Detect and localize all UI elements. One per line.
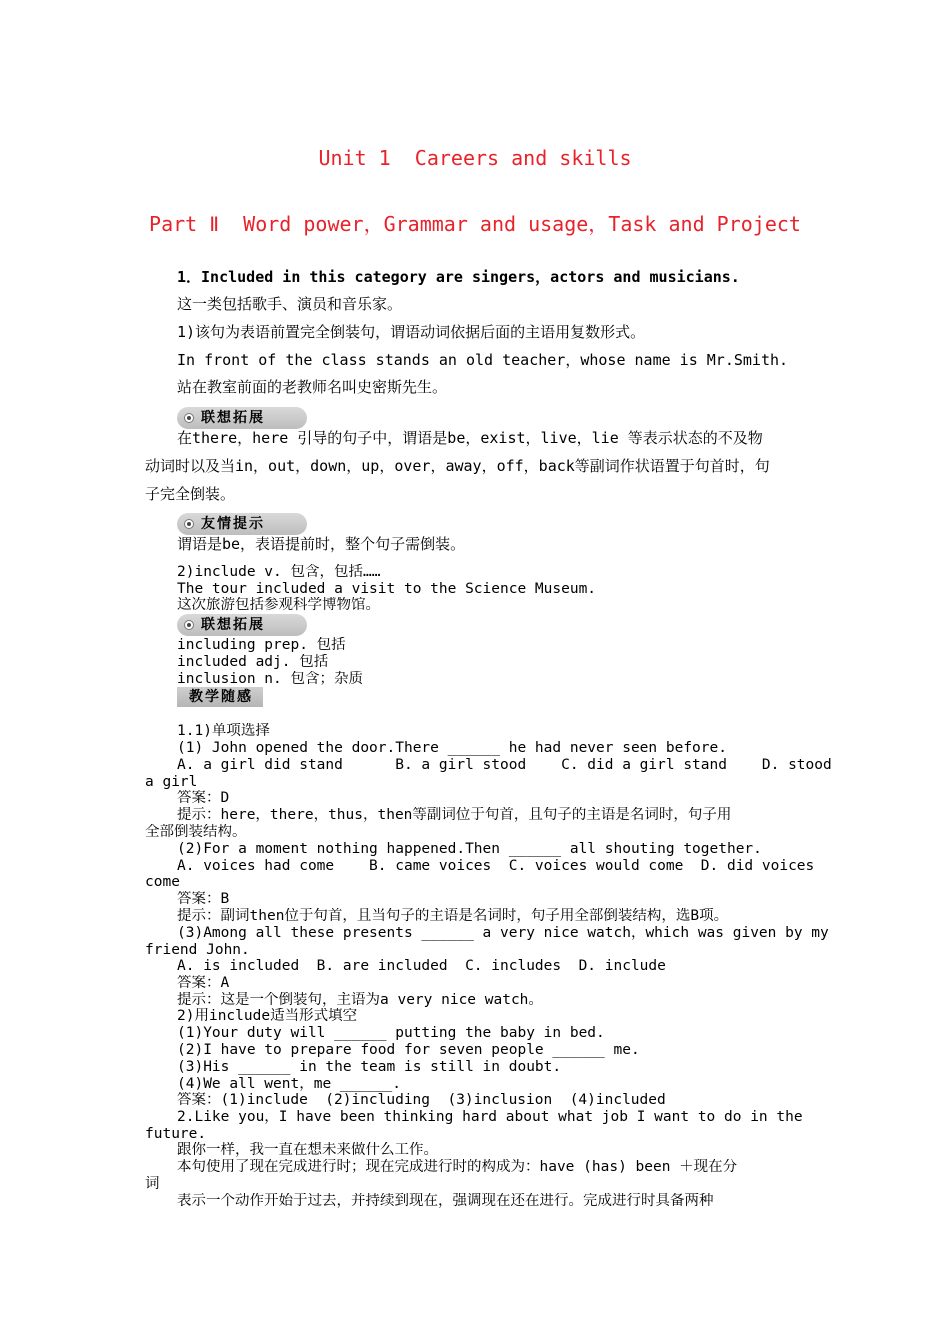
question-1: (1) John opened the door.There ______ he had never seen before. bbox=[177, 740, 727, 756]
sentence-2-wrap: future. bbox=[145, 1126, 207, 1142]
sentence-2-note-wrap: 词 bbox=[145, 1176, 160, 1192]
question-3-wrap: friend John. bbox=[145, 942, 250, 958]
question-2-answer: 答案：B bbox=[177, 891, 230, 907]
association-1-line-2: 动词时以及当in，out，down，up，over，away，off，back等副词作状语置于句首时，句 bbox=[145, 458, 770, 475]
bullet-icon bbox=[184, 620, 194, 630]
sentence-2-translation: 跟你一样，我一直在想未来做什么工作。 bbox=[177, 1142, 438, 1158]
badge-association-1 bbox=[177, 407, 307, 429]
translation-1: 这一类包括歌手、演员和音乐家。 bbox=[177, 296, 403, 313]
question-2-options: A. voices had come B. came voices C. voices would come D. did voices bbox=[177, 858, 815, 874]
question-2: (2)For a moment nothing happened.Then ______ all shouting together. bbox=[177, 841, 762, 857]
fill-3: (3)His ______ in the team is still in doubt. bbox=[177, 1059, 562, 1075]
question-1-hint: 提示：here，there，thus，then等副词位于句首，且句子的主语是名词时，句子用 bbox=[177, 807, 732, 823]
fill-1: (1)Your duty will ______ putting the baby in bed. bbox=[177, 1025, 605, 1041]
sentence-1: 1．Included in this category are singers，actors and musicians. bbox=[177, 269, 740, 286]
example-1-translation: 站在教室前面的老教师名叫史密斯先生。 bbox=[177, 379, 448, 396]
example-1: In front of the class stands an old teacher，whose name is Mr.Smith. bbox=[177, 352, 789, 369]
vocab-including: including prep. 包括 bbox=[177, 637, 346, 653]
sentence-2: 2.Like you，I have been thinking hard about what job I want to do in the bbox=[177, 1109, 803, 1125]
question-1-hint-wrap: 全部倒装结构。 bbox=[145, 824, 247, 840]
question-3-options: A. is included B. are included C. includes D. include bbox=[177, 958, 666, 974]
bullet-icon bbox=[184, 519, 194, 529]
question-3-answer: 答案：A bbox=[177, 975, 230, 991]
question-3-hint: 提示：这是一个倒装句，主语为a very nice watch。 bbox=[177, 992, 543, 1008]
part-subtitle: Part Ⅱ Word power，Grammar and usage，Task and Project bbox=[149, 212, 801, 236]
exercise-heading-1: 1.1)单项选择 bbox=[177, 723, 270, 739]
note-1: 1)该句为表语前置完全倒装句，谓语动词依据后面的主语用复数形式。 bbox=[177, 324, 646, 341]
vocab-include-example: The tour included a visit to the Science Museum. bbox=[177, 581, 597, 597]
tip-text: 谓语是be，表语提前时，整个句子需倒装。 bbox=[177, 536, 466, 553]
bullet-icon bbox=[184, 413, 194, 423]
association-1-line-1: 在there，here 引导的句子中，谓语是be，exist，live，lie 等表示状态的不及物 bbox=[177, 430, 763, 447]
unit-title: Unit 1 Careers and skills bbox=[318, 146, 632, 170]
question-2-hint: 提示：副词then位于句首，且当句子的主语是名词时，句子用全部倒装结构，选B项。 bbox=[177, 908, 729, 924]
fill-2: (2)I have to prepare food for seven people ______ me. bbox=[177, 1042, 640, 1058]
badge-label: 友情提示 bbox=[201, 516, 265, 532]
badge-label: 联想拓展 bbox=[201, 617, 265, 633]
vocab-included: included adj. 包括 bbox=[177, 654, 329, 670]
badge-association-2 bbox=[177, 614, 307, 636]
question-1-answer: 答案：D bbox=[177, 790, 230, 806]
question-3: (3)Among all these presents ______ a very nice watch，which was given by my bbox=[177, 925, 829, 941]
fill-4: (4)We all went，me ______. bbox=[177, 1076, 402, 1092]
vocab-inclusion: inclusion n. 包含；杂质 bbox=[177, 671, 363, 687]
sentence-2-explanation: 表示一个动作开始于过去，并持续到现在，强调现在还在进行。完成进行时具备两种 bbox=[177, 1193, 714, 1209]
badge-tip bbox=[177, 513, 307, 535]
question-2-options-wrap: come bbox=[145, 874, 180, 890]
badge-label: 联想拓展 bbox=[201, 410, 265, 426]
sentence-2-note: 本句使用了现在完成进行时；现在完成进行时的构成为：have (has) been ＋现在分 bbox=[177, 1159, 738, 1175]
association-1-line-3: 子完全倒装。 bbox=[145, 486, 236, 503]
question-1-options: A. a girl did stand B. a girl stood C. did a girl stand D. stood bbox=[177, 757, 832, 773]
question-1-options-wrap: a girl bbox=[145, 774, 198, 790]
vocab-include: 2)include v. 包含，包括…… bbox=[177, 564, 381, 580]
vocab-include-translation: 这次旅游包括参观科学博物馆。 bbox=[177, 597, 380, 613]
fill-answers: 答案：(1)include (2)including (3)inclusion (4)included bbox=[177, 1092, 666, 1108]
badge-teaching-notes: 教学随感 bbox=[177, 687, 263, 707]
exercise-heading-2: 2)用include适当形式填空 bbox=[177, 1008, 358, 1024]
